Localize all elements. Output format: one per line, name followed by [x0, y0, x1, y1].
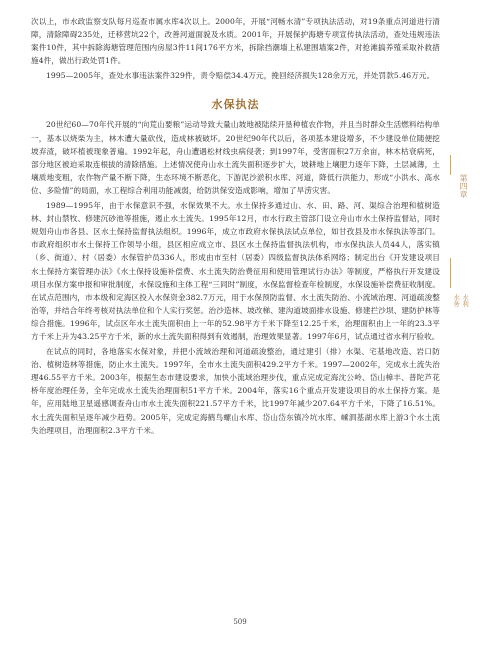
- side-rule-top: [450, 155, 451, 175]
- section-title: 水保执法: [211, 98, 260, 112]
- side-label-shuiwu: 水务: [452, 294, 460, 307]
- page-number: 509: [233, 618, 247, 626]
- paragraph-continuation: 次以上，市水政监察支队每月巡查市属水库4次以上。2000年，开展“河畅水清”专项执法活动，对19条重点河道进行清障，清除障碍235处，迁移营坑22个，改善河道面貌及水质。2001年，开展保护海塘专项宣传执法活动，查处违规违法案件10件，其中拆除海塘管理范围内房屋3件11间176平方米，拆除挡潮墙上私建围墙案2件，对抢滩搞养殖采取补救措施4件，做出行政处罚1件。: [31, 17, 440, 66]
- paragraph-summary: 1995—2005年，查处水事违法案件329件，责令赔偿34.4万元，挽回经济损失128余万元，并处罚款5.46万元。: [46, 71, 435, 81]
- paragraph-pilot: 在试点的同时，各地落实水保对象，并把小流域治理和河道疏浚整治，通过建引（排）水渠、宅基地改造、岩口防治、植树造林等措施，防止水土流失。1997年，全市水土流失面积429.2平方千米。1997—2002年，完成水土流失治理46.55平方千米。2003年，根据生态市建设要求，加快小流域治理步伐，重点完成定海沈公岭、岱山樟丰、普陀芦花桥年度治理任务，全年完成水土流失治理面积51平方千米。2004年，落实16个重点开发建设项目的水土保持方案。是年，应用陆地卫星遥感调查舟山市水土流失面积221.57平方千米，比1997年减少207.64平方千米，下降了16.51%。水土流失面积呈逐年减少趋势。2005年，完成定海鹤鸟螺山水库、岱山岱东镇冷坑水库、嵊泗基湖水库上游3个水土流失治理项目，治理面积2.3平方千米。: [31, 347, 440, 435]
- side-labels: [452, 294, 469, 313]
- chapter-tab: 第四章: [459, 174, 468, 198]
- page-content: [31, 15, 440, 439]
- paragraph-background: 20世纪60—70年代开展的“向荒山要粮”运动导致大量山坡地被陆续开垦种植农作物，并且当时群众生活燃料结构单一，基本以烧柴为主，林木遭大量砍伐，造成林被破坏。20世纪90年代以后，各项基本建设增多，不少建设单位随便挖坡弃渣，破坏植被现象普遍。1992年起，舟山遭遇松材线虫病侵袭；到1997年，受害面积27万余亩，林木枯衰病死，部分地区被迫采取连根拔的清除措施。上述情况使舟山水土流失面积逐步扩大，坡耕地上壤肥力逐年下降，土层减薄，土壤质地变粗，农作物产量不断下降，生态环境不断恶化，下游泥沙淤积水库、河道，降低行洪能力，形成“小洪水、高水位、多险情”的局面，水工程综合利用功能减弱，给防洪保安造成影响，增加了旱涝灾害。: [31, 120, 440, 195]
- side-rule-middle: [450, 258, 451, 288]
- side-label-shuili: 水利: [461, 294, 469, 307]
- paragraph-1989-1995: 1989—1995年，由于水保意识不强，水保效果不大。水土保持多通过山、水、田、路、河、渠综合治理和植树造林、封山禁牧、修建沉砂池等措施，遏止水土流失。1995年12月，市水行政主管部门设立舟山市水土保持监督站，同时规划舟山市各县、区水土保持监督执法组织。1996年，成立市政府水保执法试点单位，如甘孜县及市水保执法等部门。市政府组织市水土保持工作领导小组，县区相应成立市、县区水土保持监督执法机构，市水保执法人员44人，落实镇（乡、街道）、村（居委）水保管护员336人，形成由市至村（居委）四级监督执法体系网络；制定出台《开发建设项目水土保持方案管理办法》《水土保持设施补偿费、水土流失防治费征用和使用管理试行办法》等制度，严格执行开发建设项目水保方案申报和审批制度，水保设施和主体工程“三同时”制度，水保监督检查年检制度，水保设施补偿费征收制度。在试点范围内，市本级和定海区投入水保资金382.7万元，用于水保预防监督、水土流失防治、小流域治理、河道疏浚整治等，并结合年终考核对执法单位和个人实行奖惩。治沙造林、坡改梯、建沟道坡面排水设施、修建拦沙坝、建防护林等综合措施。1996年，试点区年水土流失面积由上一年的52.98平方千米下降至12.25千米，治理面积由上一年的23.3平方千米上升为43.25平方千米，新的水土流失面积得到有效遏制，治理效果显著。1997年6月，试点通过省水利厅验收。: [31, 201, 440, 341]
